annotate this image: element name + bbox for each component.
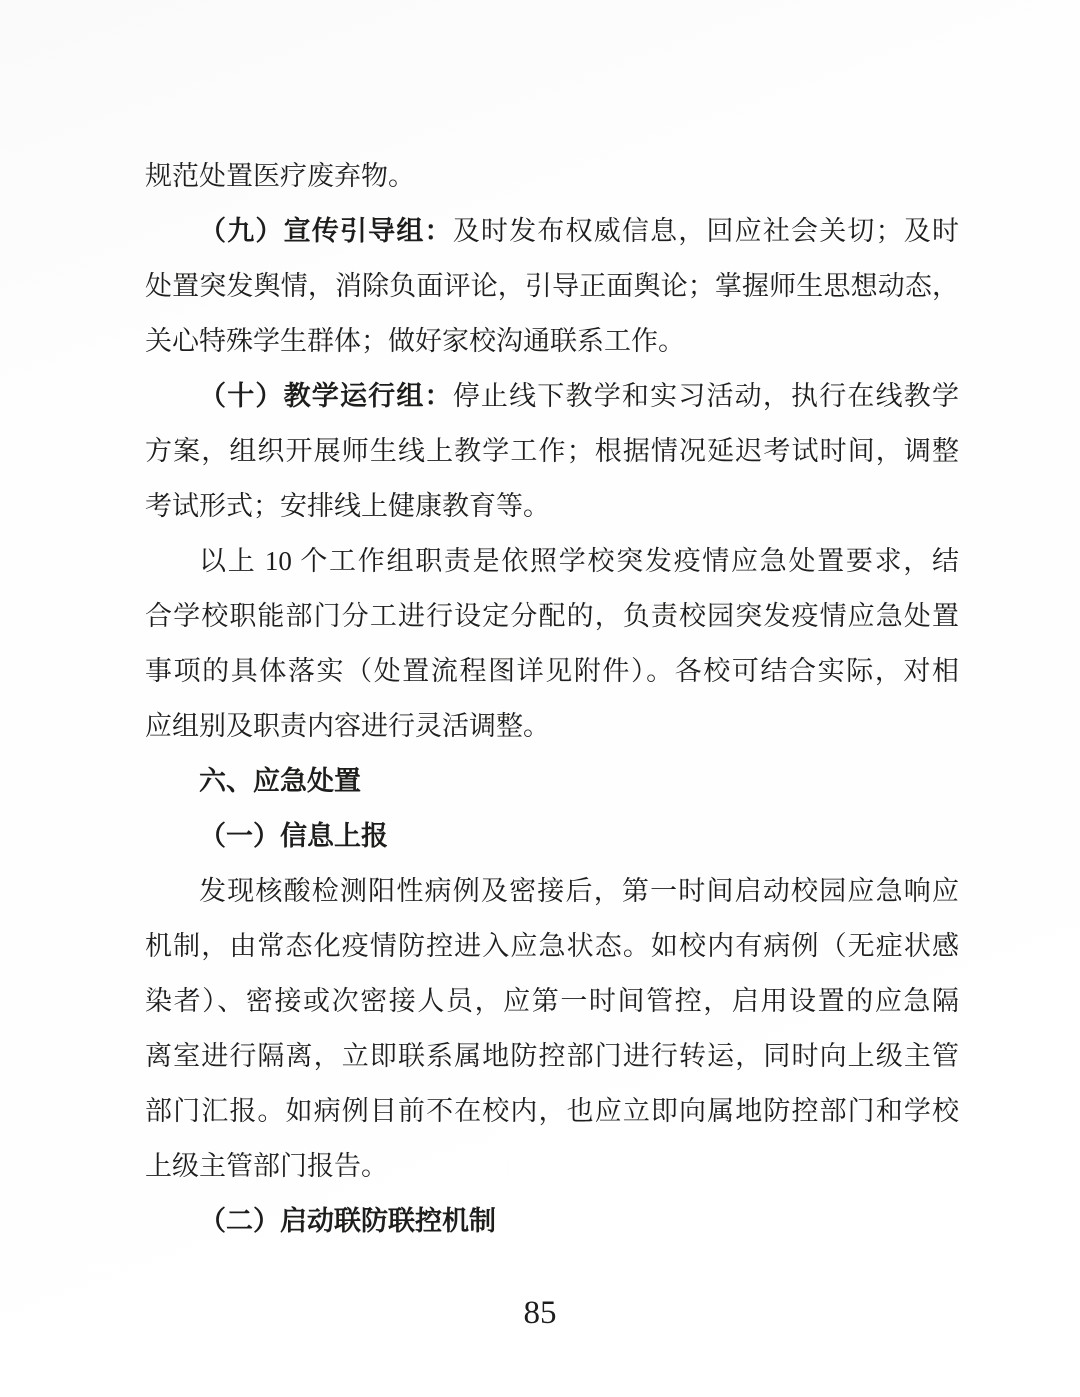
text-line: 上级主管部门报告。	[145, 1151, 388, 1181]
text-line: 以上 10 个工作组职责是依照学校突发疫情应急处置要求，结	[199, 546, 959, 576]
section-heading: （一）信息上报	[199, 821, 388, 851]
text-line: 染者）、密接或次密接人员，应第一时间管控，启用设置的应急隔	[145, 986, 959, 1016]
text-line: （十）教学运行组：停止线下教学和实习活动，执行在线教学	[199, 381, 960, 411]
text-line: 关心特殊学生群体；做好家校沟通联系工作。	[145, 326, 685, 356]
text-line: 离室进行隔离，立即联系属地防控部门进行转运，同时向上级主管	[145, 1041, 959, 1071]
text-line: （九）宣传引导组：及时发布权威信息，回应社会关切；及时	[199, 216, 960, 246]
bold-run: （九）宣传引导组：	[199, 216, 453, 246]
text-line: 考试形式；安排线上健康教育等。	[145, 491, 550, 521]
text-line: 事项的具体落实（处置流程图详见附件）。各校可结合实际，对相	[145, 656, 959, 686]
text-line: 合学校职能部门分工进行设定分配的，负责校园突发疫情应急处置	[145, 601, 959, 631]
text-line: 处置突发舆情，消除负面评论，引导正面舆论；掌握师生思想动态，	[145, 271, 959, 301]
section-heading: （二）启动联防联控机制	[199, 1206, 496, 1236]
text-line: 发现核酸检测阳性病例及密接后，第一时间启动校园应急响应	[199, 876, 959, 906]
bold-run: （十）教学运行组：	[199, 381, 453, 411]
page-number: 85	[523, 1295, 557, 1331]
text-line: 应组别及职责内容进行灵活调整。	[145, 711, 550, 741]
section-heading: 六、应急处置	[199, 766, 361, 796]
text-line: 规范处置医疗废弃物。	[145, 161, 415, 191]
text-line: 部门汇报。如病例目前不在校内，也应立即向属地防控部门和学校	[145, 1096, 959, 1126]
text-line: 方案，组织开展师生线上教学工作；根据情况延迟考试时间，调整	[145, 436, 959, 466]
text-line: 机制，由常态化疫情防控进入应急状态。如校内有病例（无症状感	[145, 931, 959, 961]
document-body	[145, 149, 959, 1249]
